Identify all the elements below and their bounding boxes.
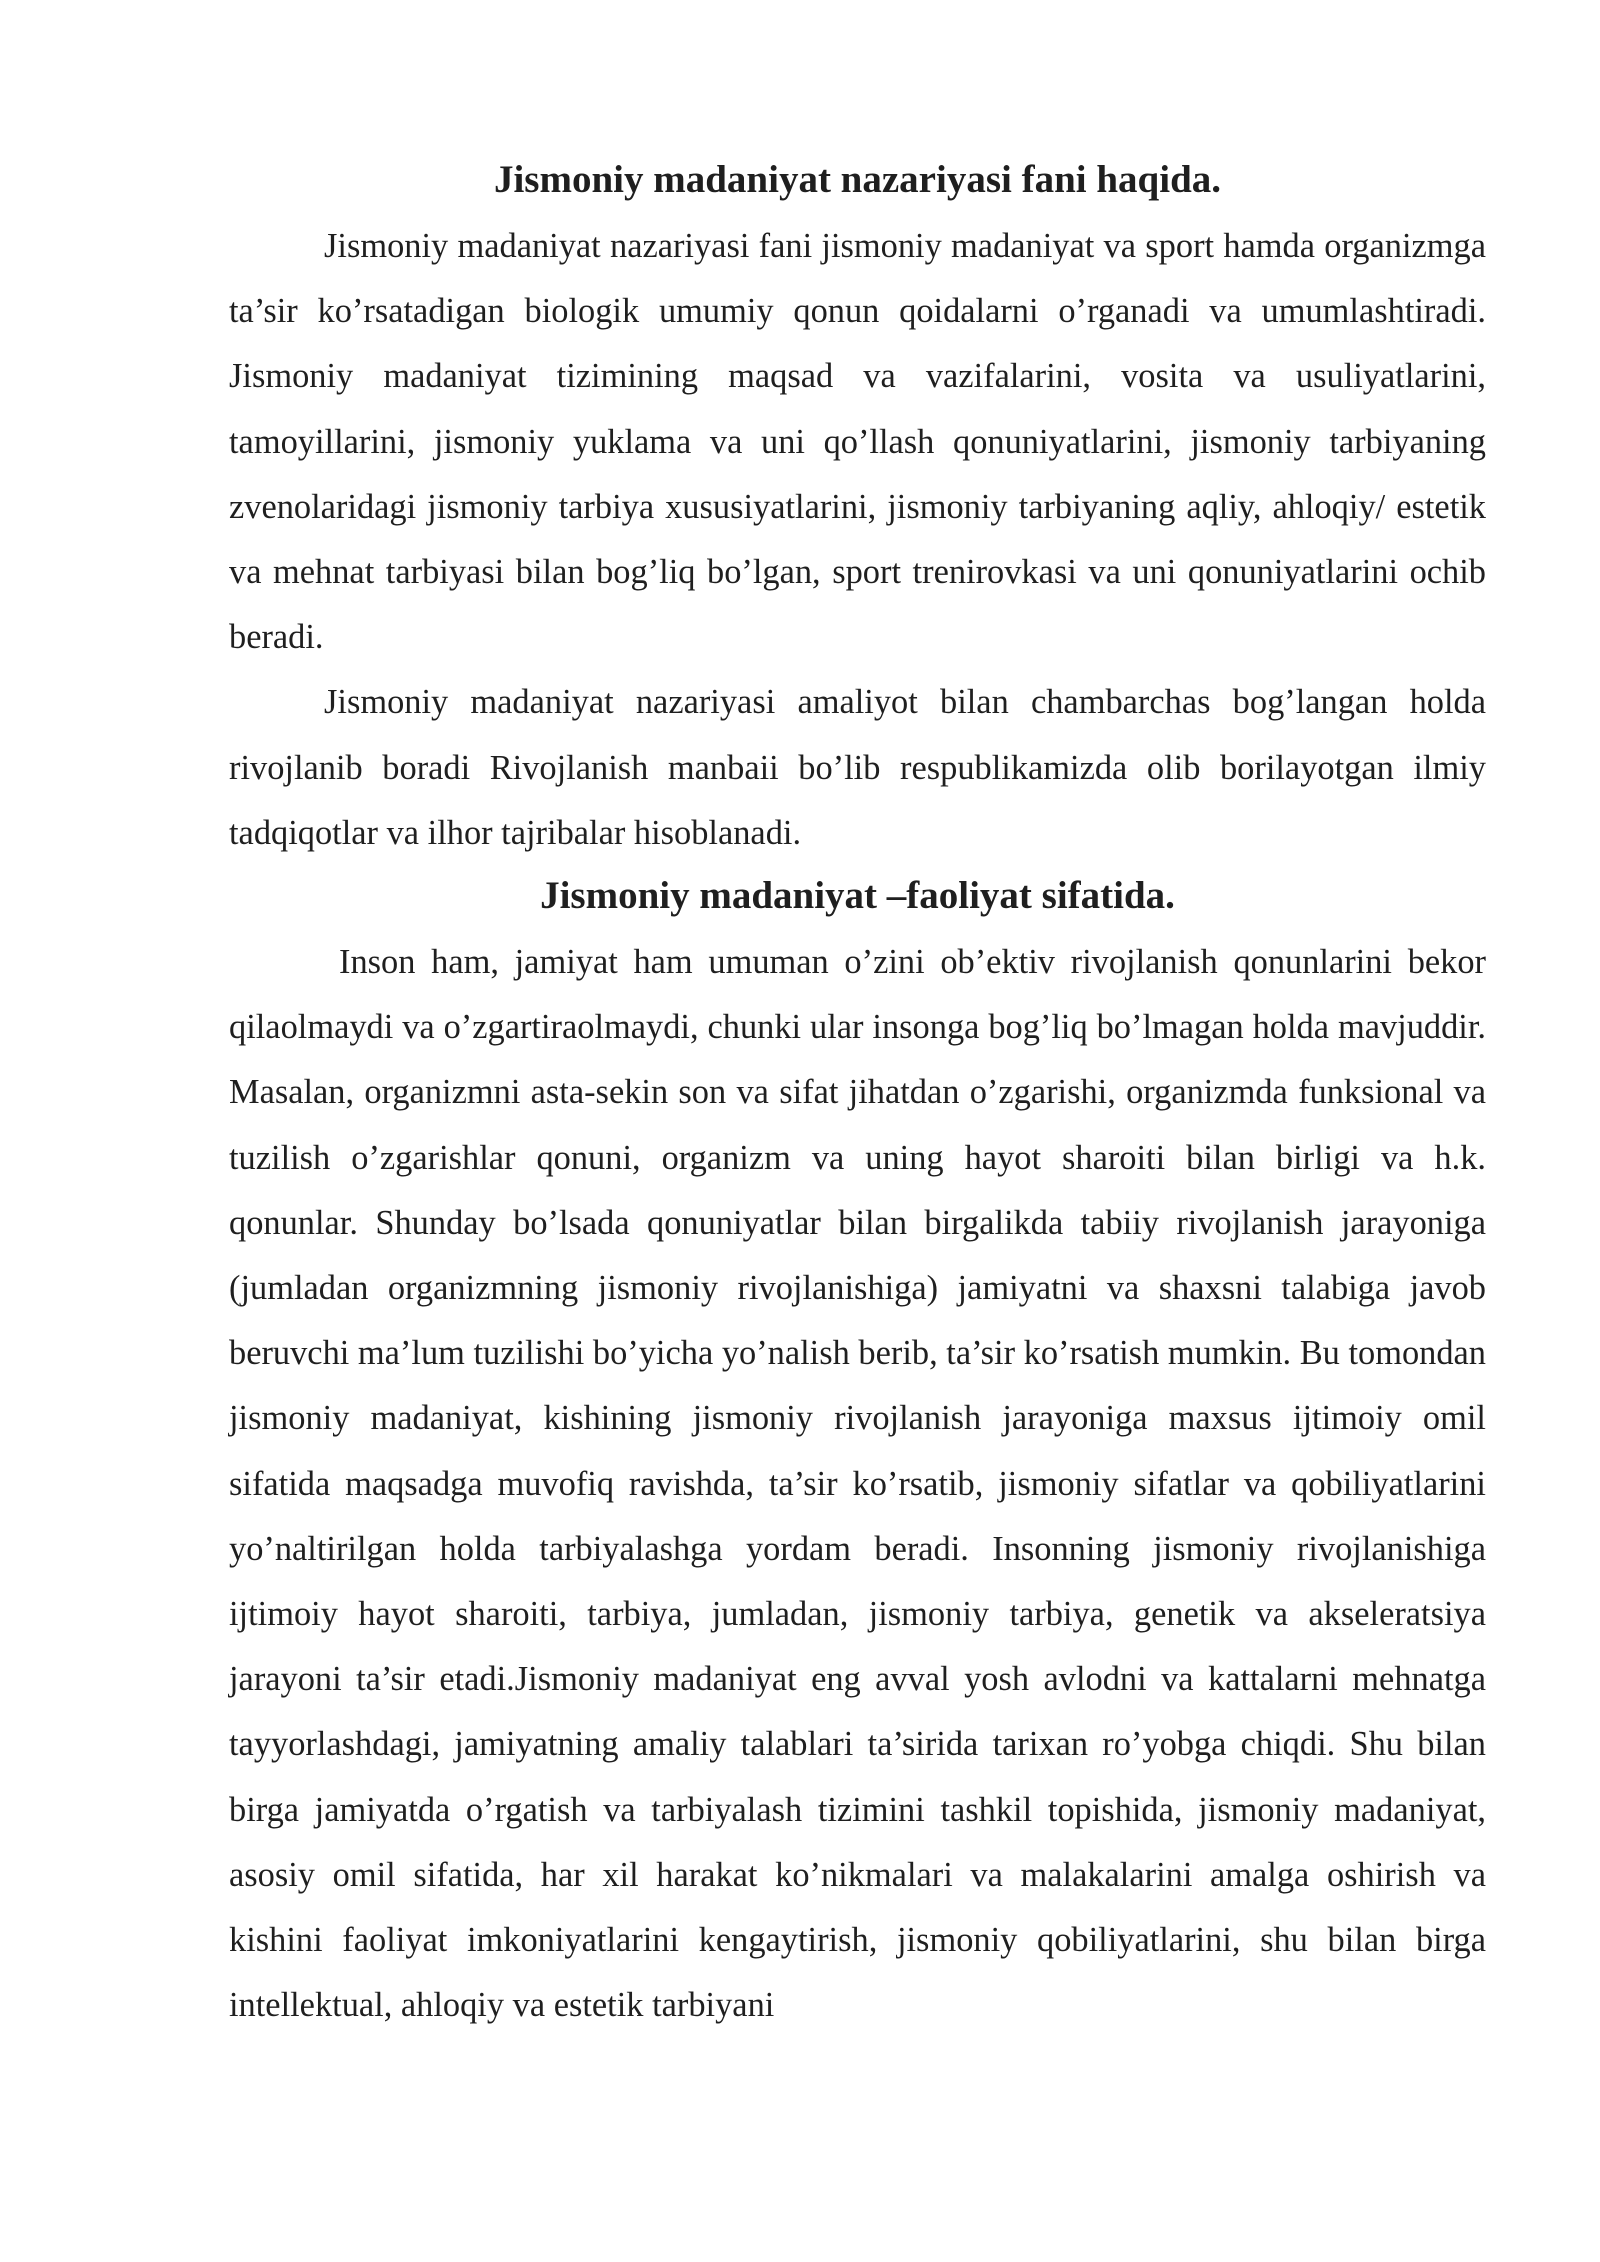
section-heading-theory: Jismoniy madaniyat nazariyasi fani haqida.: [493, 158, 1222, 201]
paragraph-activity: Inson ham, jamiyat ham umuman o’zini ob’ektiv rivojlanish qonunlarini bekor qilaolmaydi va o’zgartiraolmaydi, chunki ular insonga bog’liq bo’lmagan holda mavjuddir. Masalan, organizmni asta-sekin son va sifat jihatdan o’zgarishi, organizmda funksional va tuzilish o’zgarishlar qonuni, organizm va uning hayot sharoiti bilan birligi va h.k. qonunlar. Shunday bo’lsada qonuniyatlar bilan birgalikda tabiiy rivojlanish jarayoniga (jumladan organizmning jismoniy rivojlanishiga) jamiyatni va shaxsni talabiga javob beruvchi ma’lum tuzilishi bo’yicha yo’nalish berib, ta’sir ko’rsatish mumkin. Bu tomondan jismoniy madaniyat, kishining jismoniy rivojlanish jarayoniga maxsus ijtimoiy omil sifatida maqsadga muvofiq ravishda, ta’sir ko’rsatib, jismoniy sifatlar va qobiliyatlarini yo’naltirilgan holda tarbiyalashga yordam beradi. Insonning jismoniy rivojlanishiga ijtimoiy hayot sharoiti, tarbiya, jumladan, jismoniy tarbiya, genetik va akseleratsiya jarayoni ta’sir etadi.Jismoniy madaniyat eng avval yosh avlodni va kattalarni mehnatga tayyorlashdagi, jamiyatning amaliy talablari ta’sirida tarixan ro’yobga chiqdi. Shu bilan birga jamiyatda o’rgatish va tarbiyalash tizimini tashkil topishida, jismoniy madaniyat, asosiy omil sifatida, har xil harakat ko’nikmalari va malakalarini amalga oshirish va kishini faoliyat imkoniyatlarini kengaytirish, jismoniy qobiliyatlarini, shu bilan birga intellektual, ahloqiy va estetik tarbiyani: [229, 943, 1486, 2025]
paragraph-theory-definition: Jismoniy madaniyat nazariyasi fani jismoniy madaniyat va sport hamda organizmga ta’sir ko’rsatadigan biologik umumiy qonun qoidalarni o’rganadi va umumlashtiradi. Jismoniy madaniyat tizimining maqsad va vazifalarini, vosita va usuliyatlarini, tamoyillarini, jismoniy yuklama va uni qo’llash qonuniyatlarini, jismoniy tarbiyaning zvenolaridagi jismoniy tarbiya xususiyatlarini, jismoniy tarbiyaning aqliy, ahloqiy/ estetik va mehnat tarbiyasi bilan bog’liq bo’lgan, sport trenirovkasi va uni qonuniyatlarini ochib beradi.: [229, 227, 1486, 657]
paragraph-theory-practice: Jismoniy madaniyat nazariyasi amaliyot bilan chambarchas bog’langan holda rivojlanib boradi Rivojlanish manbaii bo’lib respublikamizda olib borilayotgan ilmiy tadqiqotlar va ilhor tajribalar hisoblanadi.: [229, 683, 1486, 852]
section-heading-activity: Jismoniy madaniyat –faoliyat sifatida.: [540, 874, 1175, 918]
document-page: [229, 150, 1486, 2038]
